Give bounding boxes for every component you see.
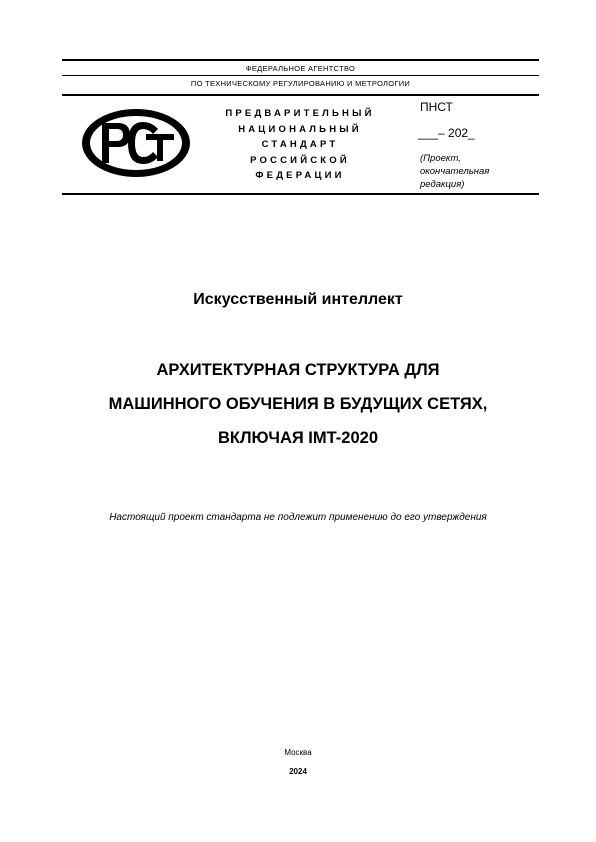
standard-type-line-5: ФЕДЕРАЦИИ: [255, 170, 345, 181]
top-rule: [62, 59, 539, 61]
gost-logo: [80, 107, 192, 179]
title-line-3: ВКЛЮЧАЯ IMT-2020: [217, 429, 378, 447]
title-line-1: АРХИТЕКТУРНАЯ СТРУКТУРА ДЛЯ: [156, 361, 440, 379]
status-note-line-2: окончательная: [420, 166, 490, 177]
designation: ПНСТ: [420, 100, 453, 114]
agency-divider: [62, 75, 539, 76]
approval-notice: Настоящий проект стандарта не подлежит применению до его утверждения: [109, 512, 487, 523]
standard-type-line-2: НАЦИОНАЛЬНЫЙ: [238, 124, 362, 135]
document-subject: Искусственный интеллект: [193, 291, 403, 308]
title-line-2: МАШИННОГО ОБУЧЕНИЯ В БУДУЩИХ СЕТЯХ,: [108, 395, 488, 413]
agency-line-2: ПО ТЕХНИЧЕСКОМУ РЕГУЛИРОВАНИЮ И МЕТРОЛОГИИ: [190, 79, 411, 88]
publication-city: Москва: [284, 748, 312, 757]
standard-type-line-3: СТАНДАРТ: [261, 139, 339, 150]
status-note-line-1: (Проект,: [420, 153, 461, 164]
header-rule: [62, 94, 539, 96]
publication-year: 2024: [289, 767, 307, 776]
standard-number: ___– 202_: [418, 126, 475, 140]
standard-type-line-1: ПРЕДВАРИТЕЛЬНЫЙ: [225, 108, 375, 119]
header-bottom-rule: [62, 193, 539, 195]
agency-line-1: ФЕДЕРАЛЬНОЕ АГЕНТСТВО: [245, 64, 356, 73]
status-note-line-3: редакция): [420, 179, 465, 190]
standard-type-line-4: РОССИЙСКОЙ: [250, 155, 350, 166]
